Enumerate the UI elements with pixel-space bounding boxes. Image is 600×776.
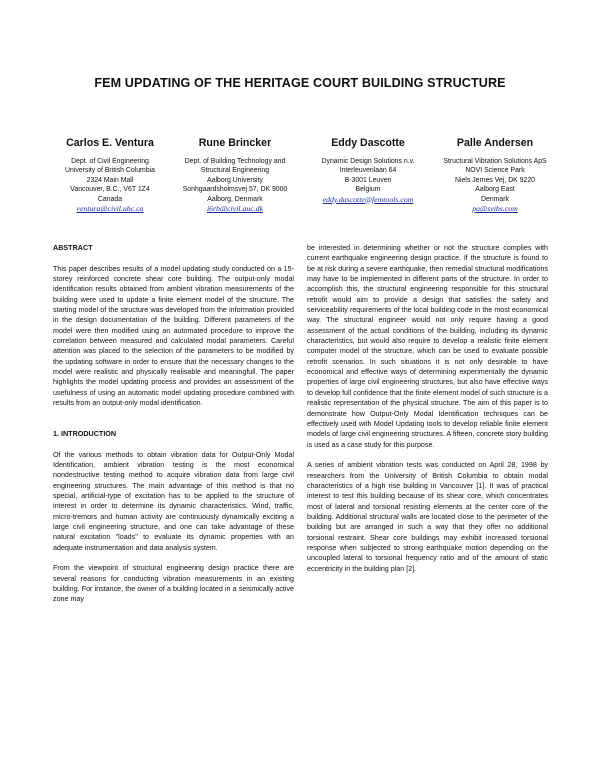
author-brincker <box>165 137 305 214</box>
affiliation-line: Aalborg, Denmark <box>207 195 263 203</box>
introduction-paragraph-1: Of the various methods to obtain vibration data for Output-Only Modal Identification, ambient vibration testing is the most economical nondestructive testing method to acquire vibration data from large civil engineering structures. The main advantage of this method is that no special, artificial-type of excitation has to be applied to the structure of interest in order to determine its dynamic characteristics. Wind, traffic, micro-tremors and human activity are continuously dynamically exciting a large civil engineering structure, and one can take advantage of these natural excitation "loads" to evaluate its dynamic properties with an adequate instrumentation and data analysis system. <box>53 450 294 552</box>
affiliation-line: 2324 Main Mall <box>86 176 134 184</box>
introduction-paragraph-2: From the viewpoint of structural engineering design practice there are several reasons for conducting vibration measurements in an existing building. For instance, the owner of a building located in a seismically active zone may <box>53 564 294 604</box>
affiliation-line: Niels Jernes Vej, DK 9220 <box>454 176 536 184</box>
affiliation-line: NOVI Science Park <box>465 167 525 175</box>
affiliation-line: Structural Vibration Solutions ApS <box>443 158 547 165</box>
affiliation-line: B-3001 Leuven <box>344 176 392 184</box>
affiliation-line: Interleuvenlaan 64 <box>339 167 397 175</box>
affiliation-line: Aalborg University <box>207 176 263 184</box>
paper-title: FEM UPDATING OF THE HERITAGE COURT BUILDING STRUCTURE <box>94 76 506 90</box>
introduction-paragraph-3: be interested in determining whether or not the structure complies with current earthquake engineering design practice. If the structure is found to be at risk during a severe earthquake, then remedial structural modifications may have to be implemented in different parts of the structure. In order to accomplish this, the structural engineering responsible for this structural retrofit would aim to provide a design that satisfies the safety and serviceability requirements of the local building code in the most economical way. The structural engineer would not only require having a good assessment of the actual conditions of the building, including its dynamic characteristics, but would also require to develop a realistic finite element computer model of the structure, which can be used to evaluate possible retrofit scenarios. In such situations it is not only desirable to have economical and effective ways of determining experimentally the dynamic properties of large civil engineering structures, but also have effective ways to develop full confidence that the finite element model of such structure is a realistic representation of the physical structure. The aim of this paper is to demonstrate how Output-Only Modal Identification techniques can be effectively used with Model Updating tools to develop reliable finite element models of large civil engineering structures. A fifteen, concrete story building is used as a case study for this purpose. <box>307 244 548 449</box>
affiliation-line: Dept. of Civil Engineering <box>71 158 149 165</box>
introduction-heading: 1. INTRODUCTION <box>53 428 117 438</box>
author-block <box>40 137 560 227</box>
author-email-link[interactable]: pa@svibs.com <box>472 204 518 214</box>
abstract-heading: ABSTRACT <box>53 243 93 252</box>
affiliation-line: Canada <box>97 195 123 203</box>
affiliation-line: Sonhgaardsholmsvej 57, DK 9000 <box>182 186 288 194</box>
author-andersen <box>425 137 565 214</box>
affiliation-line: Vancouver, B.C., V6T 1Z4 <box>70 186 150 194</box>
affiliation-line: Aalborg East <box>475 186 515 194</box>
affiliation-line: Belgium <box>355 186 381 194</box>
author-name: Eddy Dascotte <box>331 137 405 149</box>
abstract-text: This paper describes results of a model updating study conducted on a 15-storey reinforced concrete shear core building. The output-only modal identification results obtained from ambient vibration measurements of the building were used to update a finite element model of the structure. The starting model of the structure was developed from the information provided in the design documentation of the building. Different parameters of the model were then modified using an automated procedure to improve the correlation between measured and calculated modal parameters. Careful attention was placed to the selection of the parameters to be modified by the updating software in order to ensure that the necessary changes to the model were realistic and physically realisable and meaningfull. The paper highlights the model updating process and provides an assessment of the usefulness of using an automatic model updating procedure combined with results from an output-only modal identification. <box>53 264 294 408</box>
author-email-link[interactable]: ventura@civil.ubc.ca <box>76 204 144 214</box>
author-dascotte <box>298 137 438 205</box>
left-column <box>53 243 294 615</box>
introduction-paragraph-4: A series of ambient vibration tests was conducted on April 28, 1998 by researchers from the University of British Columbia to obtain modal characteristics of a high rise building in Vancouver [1]. It was of practical interest to test this building because of its shear core, which concentrates most of lateral and torsional resisting elements at the center core of the building. Additional structural walls are located close to the perimeter of the building but are arranged in such a way that they offer no additional torsional restraint. Shear core buildings may exhibit increased torsional response when subjected to strong earthquake motion depending on the uncoupled lateral to torsional frequency ratio and of the amount of static eccentricity in the building plan [2]. <box>307 461 548 573</box>
affiliation-line: Dept. of Building Technology and <box>184 158 286 165</box>
affiliation-line: Denmark <box>481 195 509 203</box>
affiliation-line: University of British Columbia <box>65 167 155 175</box>
author-name: Rune Brincker <box>198 137 272 149</box>
affiliation-line: Structural Engineering <box>200 167 270 175</box>
author-name: Carlos E. Ventura <box>66 137 154 149</box>
affiliation-line: Dynamic Design Solutions n.v. <box>321 158 415 165</box>
author-email-link[interactable]: eddy.dascotte@femtools.com <box>322 194 414 204</box>
author-email-link[interactable]: i6rb@civil.auc.dk <box>206 204 264 214</box>
right-column <box>307 243 548 584</box>
author-ventura <box>40 137 180 214</box>
author-name: Palle Andersen <box>456 137 534 149</box>
